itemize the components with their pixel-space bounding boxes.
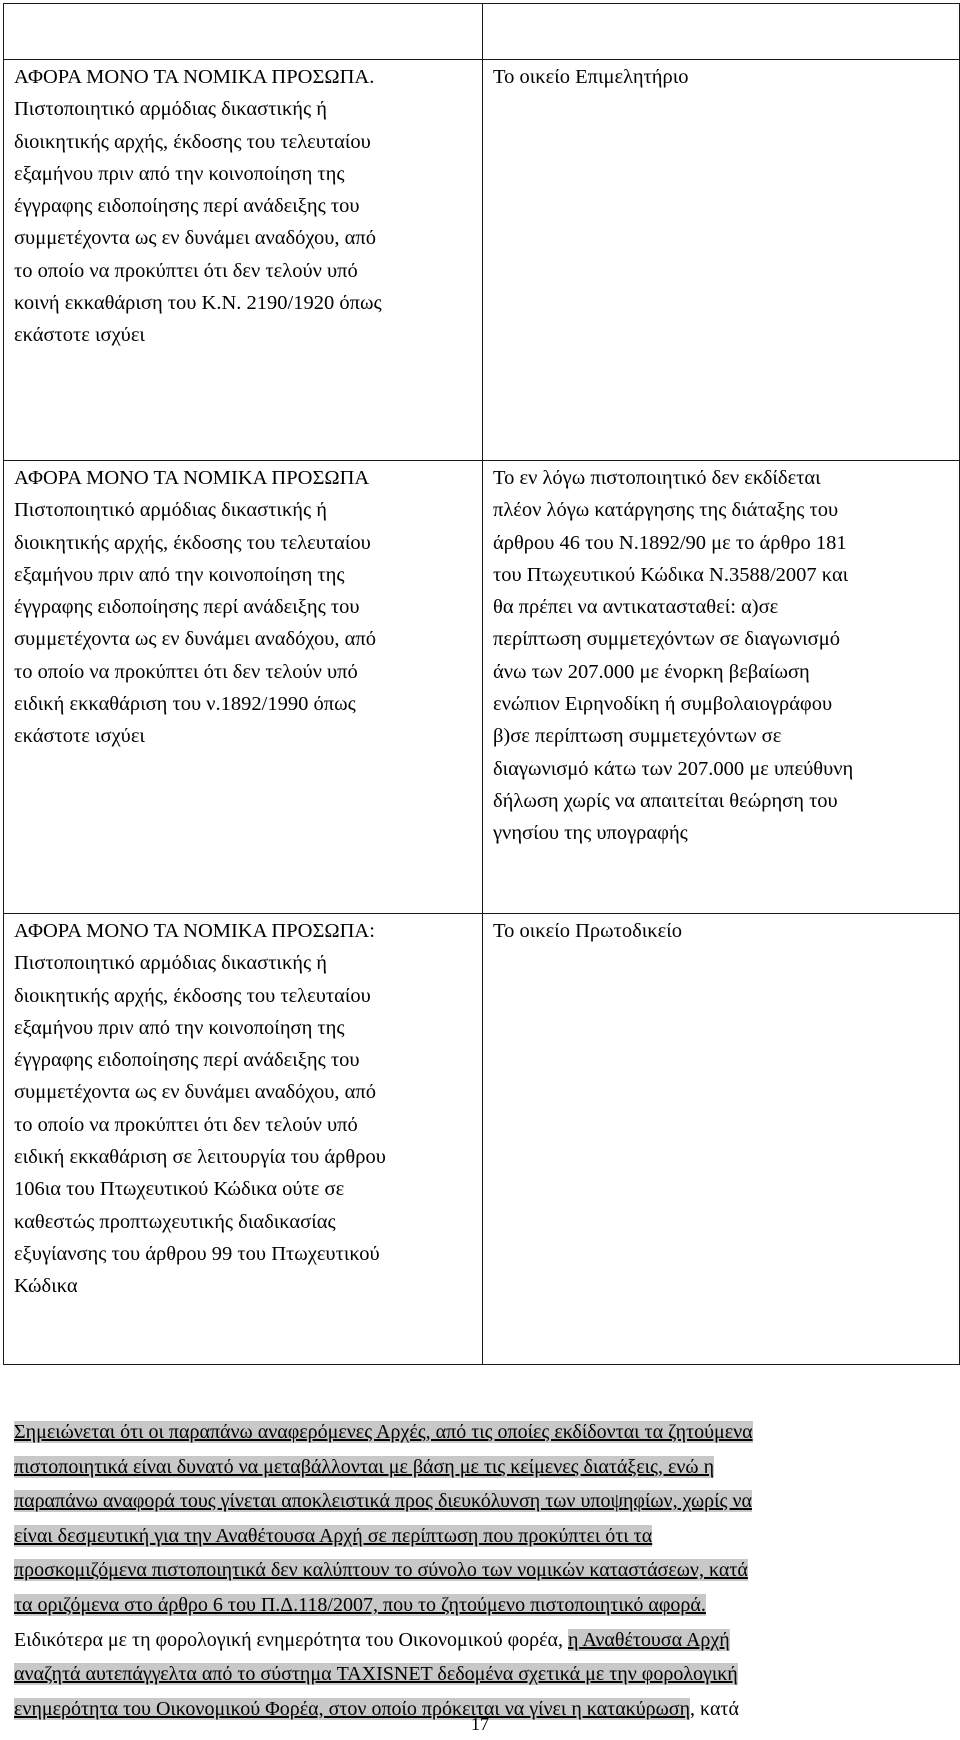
highlighted-text: η Αναθέτουσα Αρχή <box>568 1628 730 1651</box>
issuing-authority-text: Το οικείο Επιμελητήριο <box>493 66 689 88</box>
issuing-authority-text: Το εν λόγω πιστοποιητικό δεν εκδίδεται πλέον λόγω κατάργησης της διάταξης του άρθρου 46 του Ν.1892/90 με το άρθρο 181 του Πτωχευτικού Κώδικα Ν.3588/2007 και θα πρέπει να αντικατασταθεί: α)σε περίπτωση συμμετεχόντων σε διαγωνισμό άνω των 207.000 με ένορκη βεβαίωση ενώπιον Ειρηνοδίκη ή συμβολαιογράφου β)σε περίπτωση συμμετεχόντων σε διαγωνισμό κάτω των 207.000 με υπεύθυνη δήλωση χωρίς να απαιτείται θεώρηση του γνησίου της υπογραφής <box>493 467 854 845</box>
issuing-authority-cell <box>483 60 960 461</box>
certificate-description-cell <box>4 461 483 914</box>
note-line <box>14 1553 949 1588</box>
certificate-description-cell <box>4 914 483 1365</box>
certificate-description-cell <box>4 60 483 461</box>
plain-text: , κατά <box>690 1697 739 1720</box>
note-line <box>14 1415 949 1450</box>
page-number: 17 <box>471 1714 489 1734</box>
highlighted-text: πιστοποιητικά είναι δυνατό να μεταβάλλονται με βάση με τις κείμενες διατάξεις, ενώ η <box>14 1455 715 1478</box>
note-line <box>14 1484 949 1519</box>
highlighted-text: Σημειώνεται ότι οι παραπάνω αναφερόμενες Αρχές, από τις οποίες εκδίδονται τα ζητούμενα <box>14 1421 753 1443</box>
highlighted-text: ενημερότητα του Οικονομικού Φορέα, στον οποίο πρόκειται να γίνει η κατακύρωση <box>14 1697 691 1720</box>
note-line <box>14 1450 949 1485</box>
issuing-authority-cell <box>483 914 960 1365</box>
highlighted-text: αναζητά αυτεπάγγελτα από το σύστημα TAXISNET δεδομένα σχετικά με την φορολογική <box>14 1663 738 1686</box>
note-line <box>14 1588 949 1623</box>
highlighted-text: προσκομιζόμενα πιστοποιητικά δεν καλύπτουν το σύνολο των νομικών καταστάσεων, κατά <box>14 1559 748 1582</box>
issuing-authority-text: Το οικείο Πρωτοδικείο <box>493 920 682 942</box>
table-row <box>4 60 960 461</box>
highlighted-text: τα οριζόμενα στο άρθρο 6 του Π.Δ.118/2007, που το ζητούμενο πιστοποιητικό αφορά. <box>14 1593 706 1616</box>
note-line <box>14 1657 949 1692</box>
empty-cell <box>4 4 483 60</box>
note-line <box>14 1623 949 1658</box>
note-paragraph <box>14 1415 949 1726</box>
issuing-authority-cell <box>483 461 960 914</box>
certificate-description-text: ΑΦΟΡΑ ΜΟΝΟ ΤΑ ΝΟΜΙΚΑ ΠΡΟΣΩΠΑ: Πιστοποιητικό αρμόδιας δικαστικής ή διοικητικής αρχής, έκδοσης του τελευταίου εξαμήνου πριν από την κοινοποίηση της έγγραφης ειδοποίησης περί ανάδειξης του συμμετέχοντα ως εν δυνάμει αναδόχου, από το οποίο να προκύπτει ότι δεν τελούν υπό ειδική εκκαθάριση σε λειτουργία του άρθρου 106ια του Πτωχευτικού Κώδικα ούτε σε καθεστώς προπτωχευτικής διαδικασίας εξυγίανσης του άρθρου 99 του Πτωχευτικού Κώδικα <box>14 920 386 1298</box>
table-row <box>4 461 960 914</box>
highlighted-text: είναι δεσμευτική για την Αναθέτουσα Αρχή σε περίπτωση που προκύπτει ότι τα <box>14 1524 653 1547</box>
certificate-description-text: ΑΦΟΡΑ ΜΟΝΟ ΤΑ ΝΟΜΙΚΑ ΠΡΟΣΩΠΑ Πιστοποιητικό αρμόδιας δικαστικής ή διοικητικής αρχής, έκδοσης του τελευταίου εξαμήνου πριν από την κοινοποίηση της έγγραφης ειδοποίησης περί ανάδειξης του συμμετέχοντα ως εν δυνάμει αναδόχου, από το οποίο να προκύπτει ότι δεν τελούν υπό ειδική εκκαθάριση του ν.1892/1990 όπως εκάστοτε ισχύει <box>14 467 377 748</box>
certificate-description-text: ΑΦΟΡΑ ΜΟΝΟ ΤΑ ΝΟΜΙΚΑ ΠΡΟΣΩΠΑ. Πιστοποιητικό αρμόδιας δικαστικής ή διοικητικής αρχής, έκδοσης του τελευταίου εξαμήνου πριν από την κοινοποίηση της έγγραφης ειδοποίησης περί ανάδειξης του συμμετέχοντα ως εν δυνάμει αναδόχου, από το οποίο να προκύπτει ότι δεν τελούν υπό κοινή εκκαθάριση του Κ.Ν. 2190/1920 όπως εκάστοτε ισχύει <box>14 66 382 347</box>
table-row <box>4 914 960 1365</box>
table-header-spacer-row <box>4 4 960 60</box>
plain-text: Ειδικότερα με τη φορολογική ενημερότητα του Οικονομικού φορέα, <box>14 1628 569 1651</box>
highlighted-text: παραπάνω αναφορά τους γίνεται αποκλειστικά προς διευκόλυνση των υποψηφίων, χωρίς να <box>14 1490 752 1513</box>
certificates-table <box>3 3 960 1365</box>
empty-cell <box>483 4 960 60</box>
note-line <box>14 1519 949 1554</box>
